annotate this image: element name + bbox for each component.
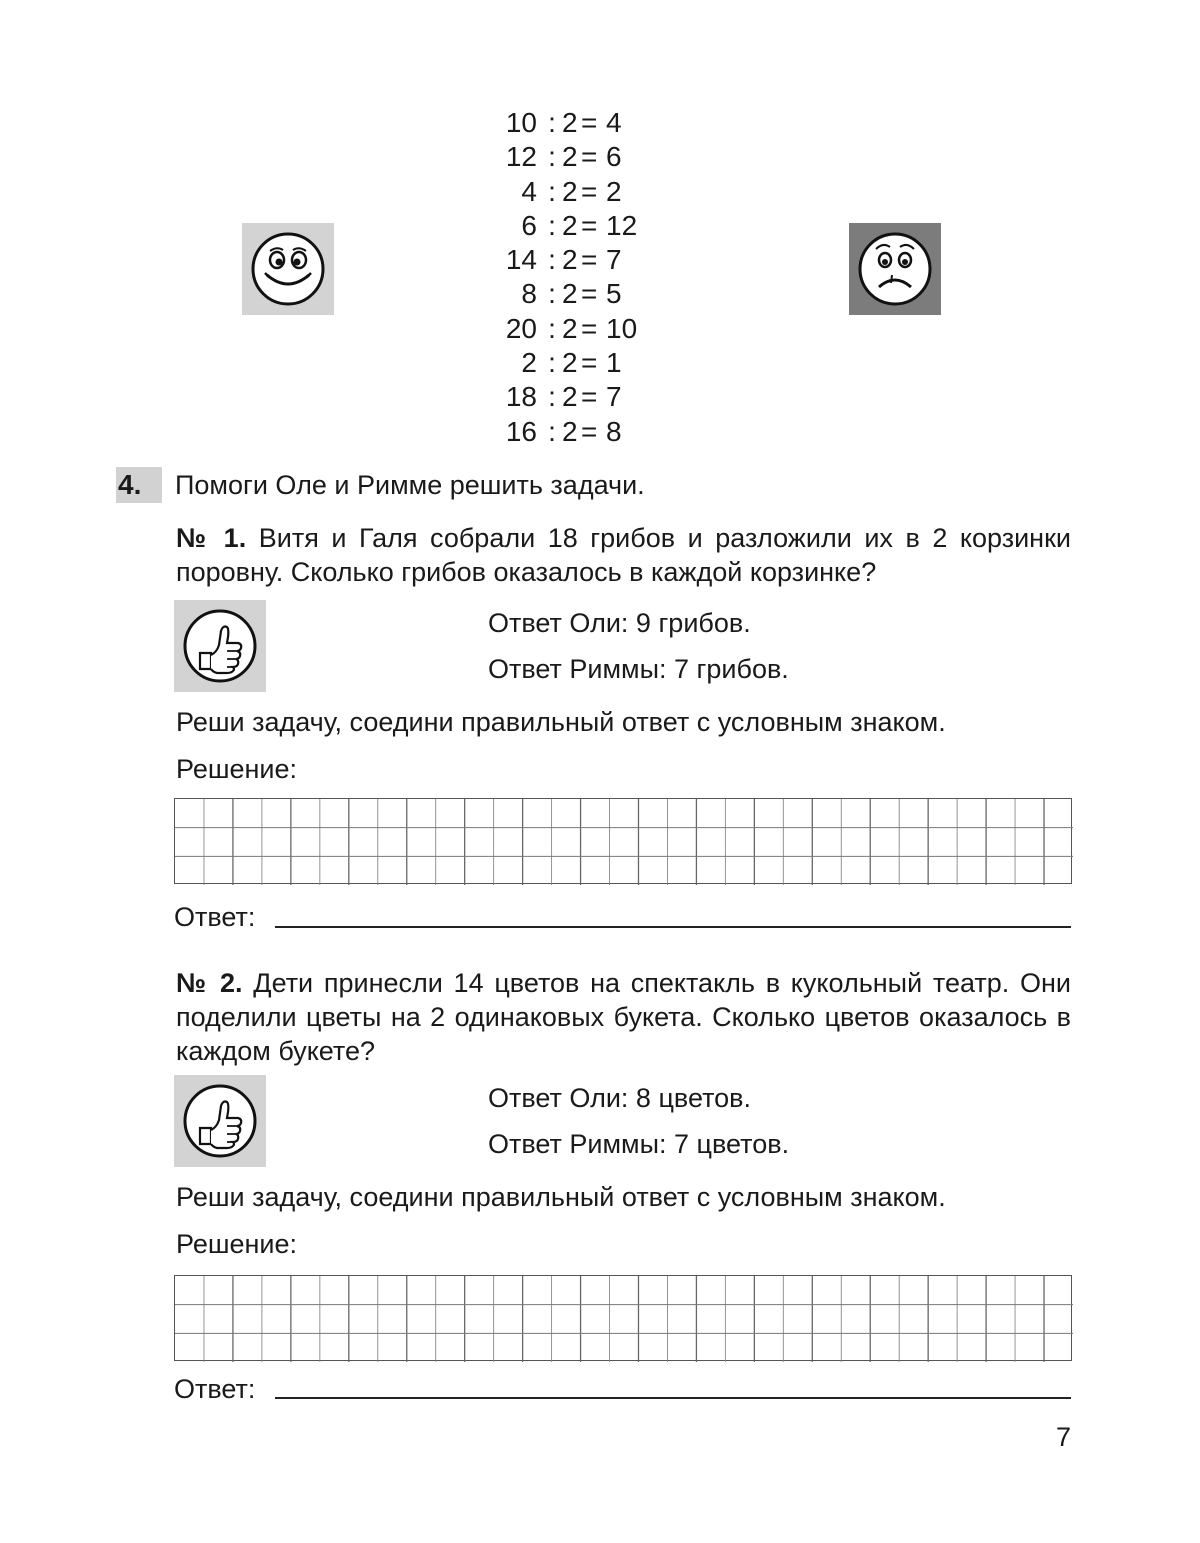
problem-2-solution-label: Решение: xyxy=(176,1229,298,1259)
problem-2-answer-rimma: Ответ Риммы: 7 цветов. xyxy=(488,1129,790,1159)
equation-row xyxy=(494,106,674,140)
equation-row xyxy=(494,140,674,174)
equation-result: 1 xyxy=(606,347,622,379)
equation-equals: = xyxy=(581,209,598,241)
equation-divisor: 2 xyxy=(562,107,578,138)
equation-result: 12 xyxy=(606,209,638,241)
equation-row xyxy=(494,346,674,380)
equation-equals: = xyxy=(581,175,598,207)
problem-2-instruction: Реши задачу, соедини правильный ответ с условным знаком. xyxy=(176,1182,946,1212)
thumbs-up-icon xyxy=(174,1075,266,1167)
problem-2-body: Дети принесли 14 цветов на спектакль в кукольный театр. Они поделили цветы на 2 одинаковых букета. Сколько цветов оказалось в каждом букете? xyxy=(176,968,1071,1066)
equation-dividend: 20 xyxy=(505,312,537,344)
equation-divisor: 2 xyxy=(562,278,578,310)
equation-operator: : xyxy=(548,175,556,207)
equation-row xyxy=(494,415,674,449)
equation-dividend: 14 xyxy=(505,244,537,276)
problem-1-answer-rimma: Ответ Риммы: 7 грибов. xyxy=(488,654,789,684)
equation-row xyxy=(494,312,674,346)
equation-result: 2 xyxy=(606,175,622,207)
equation-operator: : xyxy=(548,141,556,173)
equation-dividend: 6 xyxy=(521,209,537,241)
problem-2-text xyxy=(176,966,1071,1068)
equation-equals: = xyxy=(581,107,598,138)
equation-dividend: 10 xyxy=(505,107,537,138)
equation-equals: = xyxy=(581,141,598,173)
equation-dividend: 18 xyxy=(505,381,537,413)
equation-equals: = xyxy=(581,244,598,276)
problem-1-solution-label: Решение: xyxy=(176,754,298,784)
thumbs-up-icon xyxy=(174,600,266,692)
equation-equals: = xyxy=(581,312,598,344)
equation-divisor: 2 xyxy=(562,141,578,173)
equation-divisor: 2 xyxy=(562,381,578,413)
equation-divisor: 2 xyxy=(562,415,578,447)
problem-2-answer-olya: Ответ Оли: 8 цветов. xyxy=(488,1083,751,1113)
problem-1-answer-label: Ответ: xyxy=(174,902,256,932)
equation-dividend: 8 xyxy=(521,278,537,310)
equation-row xyxy=(494,277,674,311)
equation-result: 10 xyxy=(606,312,638,344)
equation-operator: : xyxy=(548,107,556,138)
equation-row xyxy=(494,175,674,209)
problem-2-label: № 2. xyxy=(176,968,243,998)
problem-2-solution-grid[interactable] xyxy=(174,1275,1072,1361)
problem-2-answer-line[interactable] xyxy=(275,1397,1071,1399)
problem-1-answer-line[interactable] xyxy=(275,926,1071,928)
happy-face-icon xyxy=(242,223,334,315)
equations-list xyxy=(494,106,674,449)
sad-face-icon xyxy=(849,223,941,315)
problem-2-answer-label: Ответ: xyxy=(174,1374,256,1404)
problem-1-label: № 1. xyxy=(176,523,247,553)
equation-dividend: 4 xyxy=(521,175,537,207)
task-number: 4. xyxy=(116,467,162,503)
equation-operator: : xyxy=(548,278,556,310)
equation-divisor: 2 xyxy=(562,209,578,241)
problem-1-solution-grid[interactable] xyxy=(174,798,1072,884)
equation-result: 4 xyxy=(606,107,622,138)
equation-divisor: 2 xyxy=(562,175,578,207)
equation-operator: : xyxy=(548,244,556,276)
equation-dividend: 2 xyxy=(521,347,537,379)
equation-result: 8 xyxy=(606,415,622,447)
page-number: 7 xyxy=(1056,1422,1072,1452)
equation-result: 6 xyxy=(606,141,622,173)
equation-row xyxy=(494,243,674,277)
equation-divisor: 2 xyxy=(562,312,578,344)
equation-equals: = xyxy=(581,415,598,447)
problem-1-text xyxy=(176,521,1071,589)
problem-1-body: Витя и Галя собрали 18 грибов и разложили их в 2 корзинки поровну. Сколько грибов оказалось в каждой корзинке? xyxy=(176,523,1071,587)
equation-equals: = xyxy=(581,381,598,413)
equation-result: 5 xyxy=(606,278,622,310)
equation-result: 7 xyxy=(606,381,622,413)
equation-equals: = xyxy=(581,347,598,379)
equation-row xyxy=(494,380,674,414)
equation-divisor: 2 xyxy=(562,347,578,379)
equation-operator: : xyxy=(548,347,556,379)
equation-dividend: 16 xyxy=(505,415,537,447)
problem-1-instruction: Реши задачу, соедини правильный ответ с условным знаком. xyxy=(176,707,946,737)
equation-equals: = xyxy=(581,278,598,310)
equation-result: 7 xyxy=(606,244,622,276)
equation-operator: : xyxy=(548,209,556,241)
equation-operator: : xyxy=(548,415,556,447)
task-intro: Помоги Оле и Римме решить задачи. xyxy=(175,470,645,500)
equation-operator: : xyxy=(548,381,556,413)
equation-divisor: 2 xyxy=(562,244,578,276)
equation-dividend: 12 xyxy=(505,141,537,173)
equation-row xyxy=(494,209,674,243)
problem-1-answer-olya: Ответ Оли: 9 грибов. xyxy=(488,608,751,638)
equation-operator: : xyxy=(548,312,556,344)
